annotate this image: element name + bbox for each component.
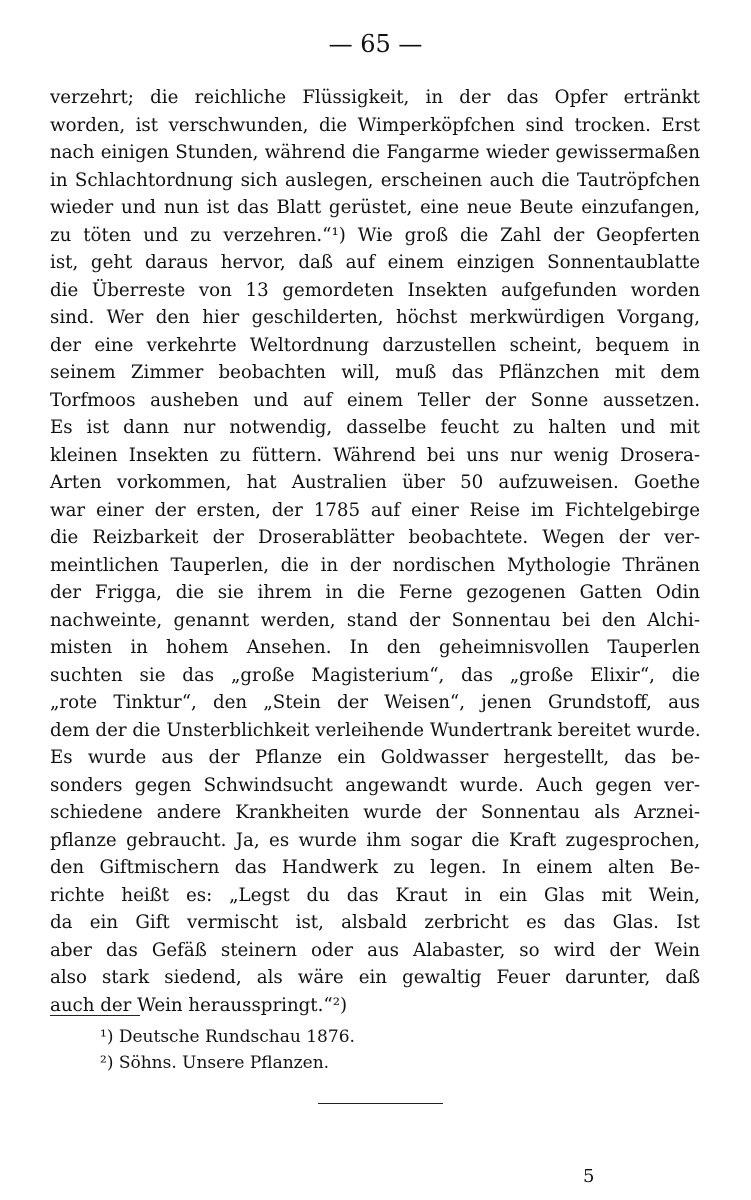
- text-line: nach einigen Stunden, während die Fangarme wieder gewissermaßen: [50, 142, 700, 163]
- footnote-divider: [50, 1015, 140, 1016]
- text-line: suchten sie das „große Magisterium“, das „große Elixir“, die: [50, 664, 700, 686]
- text-line: misten in hohem Ansehen. In den geheimnisvollen Tauperlen: [50, 637, 700, 658]
- text-line: ist, geht daraus hervor, daß auf einem einzigen Sonnentaublatte: [50, 252, 700, 273]
- end-divider: [318, 1103, 443, 1104]
- text-line: aber das Gefäß steinern oder aus Alabaster, so wird der Wein: [50, 939, 700, 961]
- text-line-last: auch der Wein herausspringt.“²): [50, 994, 348, 1016]
- text-line: „rote Tinktur“, den „Stein der Weisen“, jenen Grundstoff, aus: [50, 692, 700, 713]
- text-line: da ein Gift vermischt ist, alsbald zerbricht es das Glas. Ist: [50, 912, 700, 933]
- text-line: schiedene andere Krankheiten wurde der Sonnentau als Arznei-: [50, 802, 700, 823]
- text-line: richte heißt es: „Legst du das Kraut in ein Glas mit Wein,: [50, 884, 700, 906]
- text-line: sind. Wer den hier geschilderten, höchst merkwürdigen Vorgang,: [50, 307, 700, 328]
- text-line: war einer der ersten, der 1785 auf einer Reise im Fichtelgebirge: [50, 499, 700, 521]
- text-line: kleinen Insekten zu füttern. Während bei uns nur wenig Drosera-: [50, 444, 700, 466]
- text-line: der eine verkehrte Weltordnung darzustellen scheint, bequem in: [50, 334, 700, 356]
- text-line: in Schlachtordnung sich auslegen, erscheinen auch die Tautröpfchen: [50, 169, 700, 191]
- signature-mark: 5: [583, 1166, 595, 1187]
- footnotes: [100, 1024, 660, 1076]
- footnote-1: ¹) Deutsche Rundschau 1876.: [100, 1027, 355, 1047]
- footnote-2: ²) Söhns. Unsere Pflanzen.: [100, 1053, 330, 1073]
- text-line: wieder und nun ist das Blatt gerüstet, eine neue Beute einzufangen,: [50, 197, 700, 218]
- text-line: zu töten und zu verzehren.“¹) Wie groß die Zahl der Geopferten: [50, 224, 700, 246]
- text-line: Es wurde aus der Pflanze ein Goldwasser hergestellt, das be-: [50, 747, 700, 768]
- text-line: also stark siedend, als wäre ein gewaltig Feuer darunter, daß: [50, 967, 700, 988]
- page-number: — 65 —: [328, 30, 423, 58]
- text-line: nachweinte, genannt werden, stand der Sonnentau bei den Alchi-: [50, 609, 700, 631]
- text-line: die Reizbarkeit der Droserablätter beobachtete. Wegen der ver-: [50, 527, 700, 548]
- text-line: verzehrt; die reichliche Flüssigkeit, in der das Opfer ertränkt: [50, 87, 700, 108]
- text-line: meintlichen Tauperlen, die in der nordischen Mythologie Thränen: [50, 554, 700, 576]
- text-line: Torfmoos ausheben und auf einem Teller der Sonne aussetzen.: [50, 389, 700, 411]
- text-line: den Giftmischern das Handwerk zu legen. In einem alten Be-: [50, 857, 700, 878]
- text-line: Arten vorkommen, hat Australien über 50 aufzuweisen. Goethe: [50, 472, 700, 493]
- text-line: der Frigga, die sie ihrem in die Ferne gezogenen Gatten Odin: [50, 582, 700, 603]
- text-line: pflanze gebraucht. Ja, es wurde ihm sogar die Kraft zugesprochen,: [50, 829, 700, 851]
- text-line: die Überreste von 13 gemordeten Insekten aufgefunden worden: [50, 279, 700, 301]
- text-line: dem der die Unsterblichkeit verleihende Wundertrank bereitet wurde.: [50, 719, 701, 741]
- body-text: [50, 84, 700, 1019]
- text-line: Es ist dann nur notwendig, dasselbe feucht zu halten und mit: [50, 417, 700, 438]
- text-line: seinem Zimmer beobachten will, muß das Pflänzchen mit dem: [50, 362, 700, 383]
- text-line: sonders gegen Schwindsucht angewandt wurde. Auch gegen ver-: [50, 774, 700, 796]
- text-line: worden, ist verschwunden, die Wimperköpfchen sind trocken. Erst: [50, 114, 700, 136]
